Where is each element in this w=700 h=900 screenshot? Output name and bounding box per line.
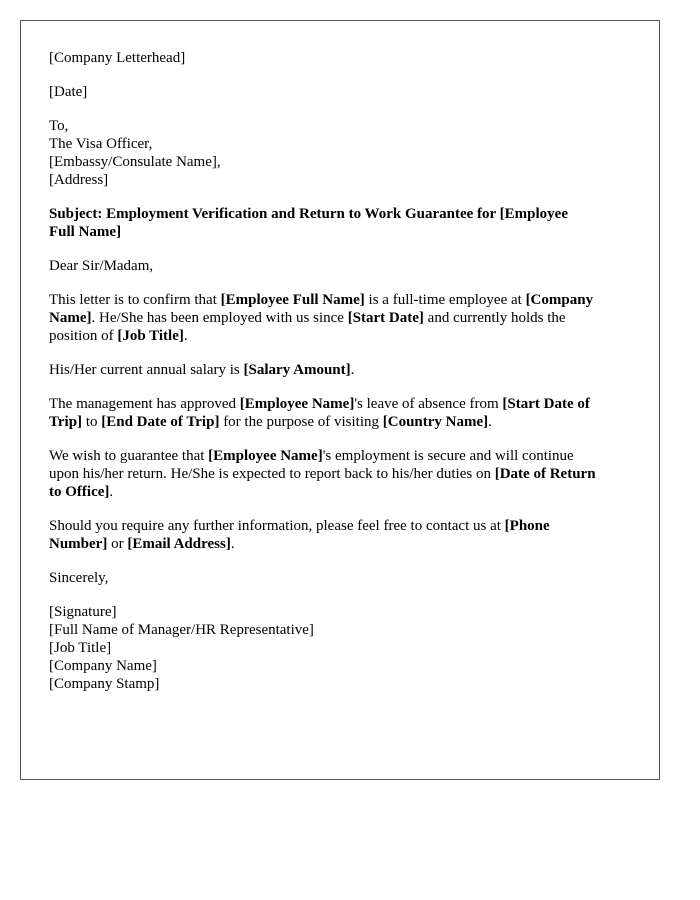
paragraph-guarantee-line-3 (49, 483, 631, 501)
employee-name-placeholder: [Employee Name] (208, 448, 323, 464)
paragraph-contact (49, 517, 631, 553)
text-segment: upon his/her return. He/She is expected to report back to his/her duties on (49, 466, 495, 482)
subject-text-1: Subject: Employment Verification and Return to Work Guarantee for [Employee (49, 206, 569, 222)
text-segment: or (107, 536, 128, 552)
employee-name-placeholder: [Employee Name] (239, 396, 355, 412)
paragraph-leave-line-1 (49, 395, 631, 413)
date-of-return-placeholder: to Office] (49, 484, 110, 500)
recipient-address: [Address] (49, 172, 109, 188)
job-title-placeholder: [Job Title] (117, 328, 184, 344)
paragraph-leave-line-2 (49, 413, 631, 431)
signature-block (49, 603, 631, 693)
text-segment: . (183, 328, 188, 344)
text-segment: position of (49, 328, 118, 344)
recipient-embassy: [Embassy/Consulate Name], (49, 154, 221, 170)
signature-placeholder: [Signature] (49, 604, 117, 620)
text-segment: and currently holds the (423, 310, 566, 326)
phone-number-placeholder: Number] (49, 536, 108, 552)
recipient-officer: The Visa Officer, (49, 136, 153, 152)
letterhead-text: [Company Letterhead] (49, 50, 186, 66)
text-segment: 's employment is secure and will continue (322, 448, 574, 464)
end-date-of-trip-placeholder: [End Date of Trip] (101, 414, 220, 430)
paragraph-guarantee (49, 447, 631, 501)
text-segment: . (488, 414, 492, 430)
paragraph-salary-line-1 (49, 361, 631, 379)
paragraph-contact-line-1 (49, 517, 631, 535)
paragraph-employment-line-3 (49, 327, 631, 345)
salary-amount-placeholder: [Salary Amount] (243, 362, 351, 378)
paragraph-employment-line-1 (49, 291, 631, 309)
phone-number-placeholder: [Phone (504, 518, 550, 534)
text-segment: 's leave of absence from (354, 396, 503, 412)
company-name-placeholder: [Company (525, 292, 594, 308)
recipient-to: To, (49, 118, 69, 134)
text-segment: to (82, 414, 102, 430)
paragraph-contact-line-2 (49, 535, 631, 553)
salutation-text: Dear Sir/Madam, (49, 258, 154, 274)
text-segment: His/Her current annual salary is (49, 362, 244, 378)
text-segment: . He/She has been employed with us since (91, 310, 348, 326)
paragraph-leave (49, 395, 631, 431)
email-address-placeholder: [Email Address] (127, 536, 231, 552)
text-segment: Should you require any further information, please feel free to contact us at (49, 518, 505, 534)
closing-text: Sincerely, (49, 570, 109, 586)
signatory-company-name: [Company Name] (49, 658, 157, 674)
paragraph-salary (49, 361, 631, 379)
paragraph-employment (49, 291, 631, 345)
salutation (49, 257, 631, 275)
paragraph-guarantee-line-2 (49, 465, 631, 483)
country-name-placeholder: [Country Name] (382, 414, 489, 430)
start-date-placeholder: [Start Date] (347, 310, 424, 326)
start-date-of-trip-placeholder: [Start Date of (502, 396, 590, 412)
date-line (49, 83, 631, 101)
letterhead (49, 49, 631, 67)
company-stamp-placeholder: [Company Stamp] (49, 676, 160, 692)
text-segment: . (109, 484, 114, 500)
recipient-block (49, 117, 631, 189)
text-segment: . (350, 362, 355, 378)
signatory-job-title: [Job Title] (49, 640, 112, 656)
paragraph-guarantee-line-1 (49, 447, 631, 465)
text-segment: for the purpose of visiting (219, 414, 383, 430)
text-segment: . (230, 536, 235, 552)
employee-full-name-placeholder: [Employee Full Name] (220, 292, 365, 308)
date-text: [Date] (49, 84, 88, 100)
text-segment: This letter is to confirm that (49, 292, 221, 308)
paragraph-employment-line-2 (49, 309, 631, 327)
letter-page (20, 20, 660, 780)
text-segment: is a full-time employee at (364, 292, 526, 308)
text-segment: We wish to guarantee that (49, 448, 209, 464)
start-date-of-trip-placeholder: Trip] (49, 414, 83, 430)
subject-line (49, 205, 631, 241)
date-of-return-placeholder: [Date of Return (494, 466, 596, 482)
subject-text-2: Full Name] (49, 224, 122, 240)
signatory-full-name: [Full Name of Manager/HR Representative] (49, 622, 314, 638)
text-segment: The management has approved (49, 396, 240, 412)
closing (49, 569, 631, 587)
company-name-placeholder: Name] (49, 310, 92, 326)
